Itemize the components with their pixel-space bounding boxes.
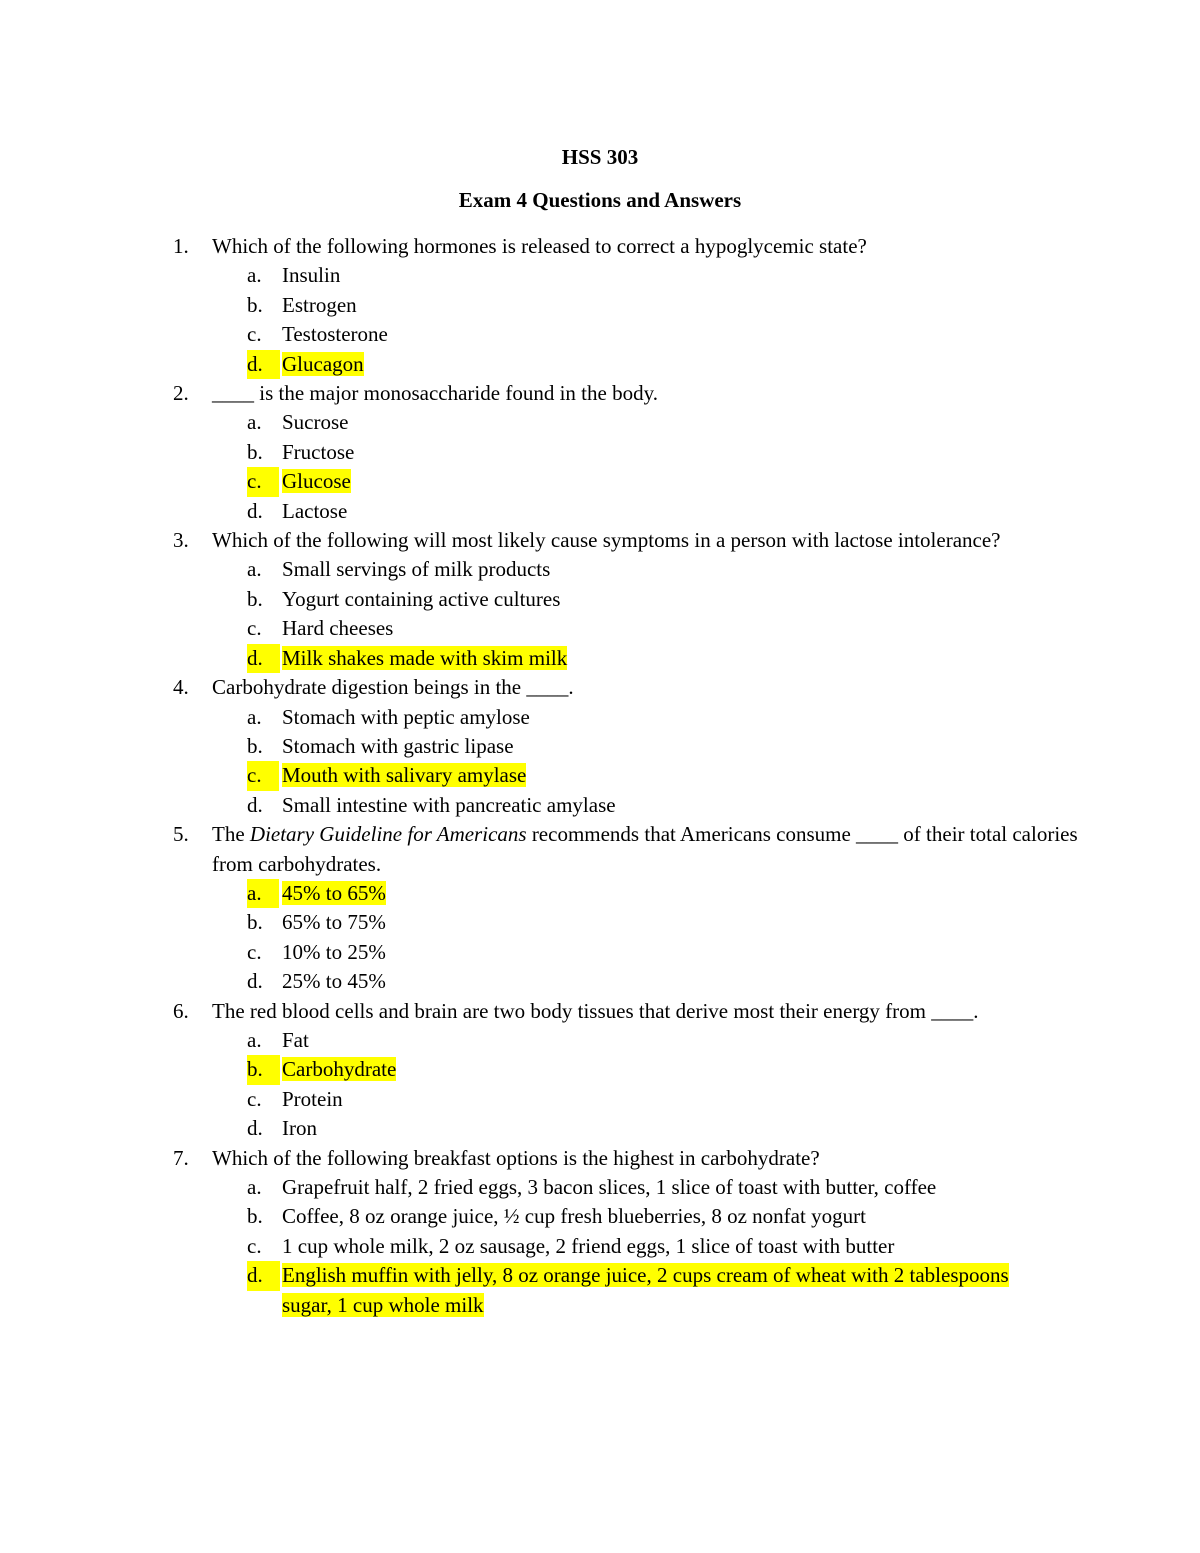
option-d xyxy=(212,791,1042,820)
option-c-correct-answer xyxy=(212,467,1042,496)
option-letter: c. xyxy=(247,322,262,347)
question-number: 2. xyxy=(173,381,189,406)
question-number: 6. xyxy=(173,998,189,1023)
publication-title: Dietary Guideline for Americans xyxy=(249,822,527,847)
course-title: HSS 303 xyxy=(561,145,639,169)
option-d-correct-answer xyxy=(212,350,1042,379)
option-letter: d. xyxy=(247,969,263,994)
option-list xyxy=(212,703,1082,821)
option-letter: d. xyxy=(247,792,263,817)
option-d-correct-answer xyxy=(212,1261,1042,1320)
option-letter: b. xyxy=(247,439,263,464)
option-text: Protein xyxy=(282,1086,343,1111)
option-d xyxy=(212,497,1042,526)
option-text: Iron xyxy=(282,1116,317,1141)
question-number: 1. xyxy=(173,234,189,258)
option-text: Grapefruit half, 2 fried eggs, 3 bacon slices, 1 slice of toast with butter, coffee xyxy=(282,1175,937,1199)
option-text: Fructose xyxy=(282,439,355,464)
option-text-highlighted: Carbohydrate xyxy=(282,1057,397,1082)
option-text: 25% to 45% xyxy=(282,969,386,994)
option-letter: d. xyxy=(247,350,280,379)
option-text: Small servings of milk products xyxy=(282,557,551,582)
option-letter: c. xyxy=(247,1233,262,1258)
option-letter: a. xyxy=(247,704,262,729)
option-c xyxy=(212,614,1042,643)
option-letter: a. xyxy=(247,879,279,908)
question-text: Which of the following hormones is released to correct a hypoglycemic state? xyxy=(212,234,867,258)
question-number: 7. xyxy=(173,1145,189,1170)
option-letter: c. xyxy=(247,939,262,964)
option-letter: d. xyxy=(247,498,263,523)
option-text-highlighted: Glucose xyxy=(282,469,351,494)
option-letter: d. xyxy=(247,644,280,673)
option-a xyxy=(212,1173,1042,1202)
option-text-highlighted: Mouth with salivary amylase xyxy=(282,763,527,788)
option-b xyxy=(212,438,1042,467)
option-a xyxy=(212,261,1042,290)
option-text: Fat xyxy=(282,1027,309,1052)
question-list xyxy=(0,232,1200,1320)
option-letter: b. xyxy=(247,586,263,611)
question-2 xyxy=(0,379,1082,526)
option-c xyxy=(212,320,1042,349)
option-list xyxy=(212,1173,1082,1320)
option-c xyxy=(212,938,1042,967)
option-letter: b. xyxy=(247,292,263,317)
question-6 xyxy=(0,997,1082,1144)
option-list xyxy=(212,555,1082,673)
option-c-correct-answer xyxy=(212,761,1042,790)
option-text: 65% to 75% xyxy=(282,910,386,935)
option-letter: c. xyxy=(247,467,279,496)
option-a xyxy=(212,408,1042,437)
option-letter: b. xyxy=(247,1055,280,1084)
question-text-end: recommends that Americans consume ____ of their total calories from carbohydrates. xyxy=(212,822,1078,876)
exam-title: Exam 4 Questions and Answers xyxy=(458,188,742,212)
option-d xyxy=(212,967,1042,996)
option-b xyxy=(212,585,1042,614)
option-text: 1 cup whole milk, 2 oz sausage, 2 friend eggs, 1 slice of toast with butter xyxy=(282,1233,895,1258)
option-text: Insulin xyxy=(282,263,341,288)
question-number: 5. xyxy=(173,822,189,847)
option-text: Lactose xyxy=(282,498,348,523)
question-5 xyxy=(0,820,1082,996)
option-text: Yogurt containing active cultures xyxy=(282,586,561,611)
question-text: Which of the following will most likely cause symptoms in a person with lactose intolerance? xyxy=(212,528,1001,553)
option-letter: b. xyxy=(247,1204,263,1229)
option-b xyxy=(212,732,1042,761)
option-letter: a. xyxy=(247,557,262,582)
option-letter: c. xyxy=(247,761,279,790)
option-letter: d. xyxy=(247,1261,280,1290)
option-c xyxy=(212,1085,1042,1114)
question-number: 3. xyxy=(173,528,189,553)
option-b xyxy=(212,291,1042,320)
question-text: ____ is the major monosaccharide found in the body. xyxy=(212,381,658,406)
question-1 xyxy=(0,232,1082,379)
option-a-correct-answer xyxy=(212,879,1042,908)
option-c xyxy=(212,1232,1042,1261)
option-letter: c. xyxy=(247,1086,262,1111)
option-b-correct-answer xyxy=(212,1055,1042,1084)
option-text: Hard cheeses xyxy=(282,616,394,641)
option-text-highlighted: 45% to 65% xyxy=(282,880,386,905)
option-text: Coffee, 8 oz orange juice, ½ cup fresh blueberries, 8 oz nonfat yogurt xyxy=(282,1204,866,1229)
question-number: 4. xyxy=(173,675,189,700)
option-text: Estrogen xyxy=(282,292,357,317)
question-text: Which of the following breakfast options is the highest in carbohydrate? xyxy=(212,1145,820,1170)
option-list xyxy=(212,879,1082,997)
option-list xyxy=(212,1026,1082,1144)
option-text: Stomach with gastric lipase xyxy=(282,733,514,758)
option-letter: a. xyxy=(247,263,262,288)
question-3 xyxy=(0,526,1082,673)
option-letter: d. xyxy=(247,1116,263,1141)
option-text-highlighted: Glucagon xyxy=(282,351,364,376)
option-letter: b. xyxy=(247,910,263,935)
option-list xyxy=(212,408,1082,526)
option-text: Testosterone xyxy=(282,322,388,347)
option-text: Small intestine with pancreatic amylase xyxy=(282,792,616,817)
option-text: 10% to 25% xyxy=(282,939,386,964)
option-letter: a. xyxy=(247,1027,262,1052)
option-text-highlighted: English muffin with jelly, 8 oz orange juice, 2 cups cream of wheat with 2 tablespoons sugar, 1 cup whole milk xyxy=(282,1263,1009,1317)
option-d-correct-answer xyxy=(212,644,1042,673)
option-letter: a. xyxy=(247,410,262,435)
option-a xyxy=(212,555,1042,584)
option-d xyxy=(212,1114,1042,1143)
option-letter: c. xyxy=(247,616,262,641)
question-4 xyxy=(0,673,1082,820)
question-text xyxy=(212,820,1082,879)
option-text-highlighted: Milk shakes made with skim milk xyxy=(282,645,568,670)
option-letter: b. xyxy=(247,733,263,758)
option-b xyxy=(212,1202,1042,1231)
option-a xyxy=(212,703,1042,732)
option-text: Sucrose xyxy=(282,410,349,435)
option-letter: a. xyxy=(247,1175,262,1199)
question-text-start: The xyxy=(212,822,250,847)
question-text: The red blood cells and brain are two body tissues that derive most their energy from ____. xyxy=(212,998,979,1023)
question-text: Carbohydrate digestion beings in the ____. xyxy=(212,675,574,700)
option-text: Stomach with peptic amylose xyxy=(282,704,530,729)
option-list xyxy=(212,261,1082,379)
option-b xyxy=(212,908,1042,937)
question-7 xyxy=(0,1144,1082,1320)
option-a xyxy=(212,1026,1042,1055)
